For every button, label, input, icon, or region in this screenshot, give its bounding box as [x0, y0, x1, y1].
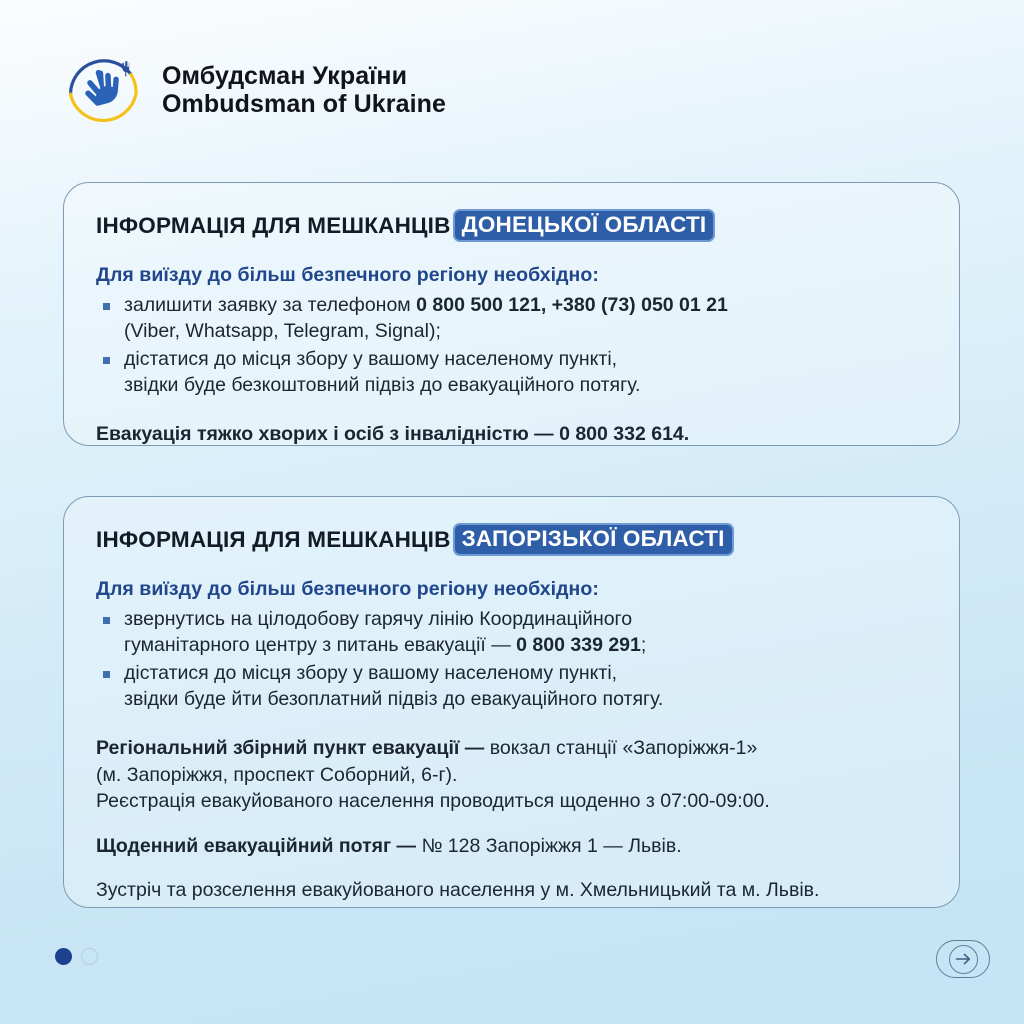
- bullet-text-pre: дістатися до місця збору у вашому населеному пункті,: [124, 662, 618, 685]
- assembly-point-address: (м. Запоріжжя, проспект Соборний, 6-г).: [96, 763, 458, 786]
- card-heading-prefix: ІНФОРМАЦІЯ ДЛЯ МЕШКАНЦІВ: [96, 212, 451, 238]
- list-item: [94, 661, 929, 713]
- bullet-text-line2-pre: гуманітарного центру з питань евакуації —: [124, 634, 517, 657]
- info-card-donetsk: [63, 182, 960, 446]
- next-slide-button[interactable]: [936, 940, 990, 978]
- bullet-text-pre: залишити заявку за телефоном: [124, 294, 417, 317]
- brand-header: [62, 48, 446, 132]
- card-heading-zaporizhzhia: [96, 523, 929, 556]
- region-badge-donetsk: ДОНЕЦЬКОЇ ОБЛАСТІ: [453, 209, 716, 242]
- disabled-evacuation-note: Евакуація тяжко хворих і осіб з інвалідністю — 0 800 332 614.: [96, 422, 690, 445]
- info-card-zaporizhzhia: [63, 496, 960, 908]
- bullet-text-line2-pre: звідки буде йти безоплатний підвіз до евакуаційного потягу.: [124, 688, 664, 711]
- bullet-text-bold: 0 800 500 121, +380 (73) 050 01 21: [416, 294, 728, 317]
- assembly-point-value: вокзал станції «Запоріжжя-1»: [489, 736, 758, 759]
- list-item: [94, 607, 929, 659]
- requirements-list-zaporizhzhia: [94, 607, 929, 713]
- pagination-dot-2[interactable]: [81, 948, 98, 965]
- bullet-text-pre: звернутись на цілодобову гарячу лінію Координаційного: [124, 608, 633, 631]
- intro-line-donetsk: Для виїзду до більш безпечного регіону необхідно:: [96, 264, 599, 287]
- brand-title-en: Ombudsman of Ukraine: [162, 90, 446, 118]
- pagination-dot-1[interactable]: [55, 948, 72, 965]
- list-item: [94, 347, 929, 399]
- ombudsman-logo-icon: [62, 48, 146, 132]
- closing-note: Зустріч та розселення евакуйованого населення у м. Хмельницький та м. Львів.: [96, 879, 820, 902]
- pagination-dots[interactable]: [55, 948, 98, 965]
- arrow-right-icon: [949, 945, 978, 974]
- requirements-list-donetsk: [94, 293, 929, 399]
- assembly-point-block: [96, 735, 929, 815]
- card-heading-prefix: ІНФОРМАЦІЯ ДЛЯ МЕШКАНЦІВ: [96, 526, 451, 552]
- brand-title-uk: Омбудсман України: [162, 61, 408, 90]
- list-item: [94, 293, 929, 345]
- assembly-point-label: Регіональний збірний пункт евакуації —: [96, 736, 490, 759]
- bullet-text-line2: (Viber, Whatsapp, Telegram, Signal);: [124, 320, 441, 343]
- daily-train-block: [96, 833, 929, 860]
- intro-line-zaporizhzhia: Для виїзду до більш безпечного регіону необхідно:: [96, 578, 599, 601]
- bullet-text-pre: дістатися до місця збору у вашому населеному пункті,: [124, 348, 618, 371]
- daily-train-value: № 128 Запоріжжя 1 — Львів.: [421, 834, 682, 857]
- daily-train-label: Щоденний евакуаційний потяг —: [96, 834, 422, 857]
- region-badge-zaporizhzhia: ЗАПОРІЗЬКОЇ ОБЛАСТІ: [453, 523, 734, 556]
- bullet-text-line2-post: ;: [640, 634, 647, 657]
- card-heading-donetsk: [96, 209, 929, 242]
- registration-hours: Реєстрація евакуйованого населення проводиться щоденно з 07:00-09:00.: [96, 790, 770, 813]
- brand-title-block: [162, 62, 446, 119]
- bullet-text-line2: звідки буде безкоштовний підвіз до евакуаційного потягу.: [124, 374, 641, 397]
- hotline-number: 0 800 339 291: [516, 634, 641, 657]
